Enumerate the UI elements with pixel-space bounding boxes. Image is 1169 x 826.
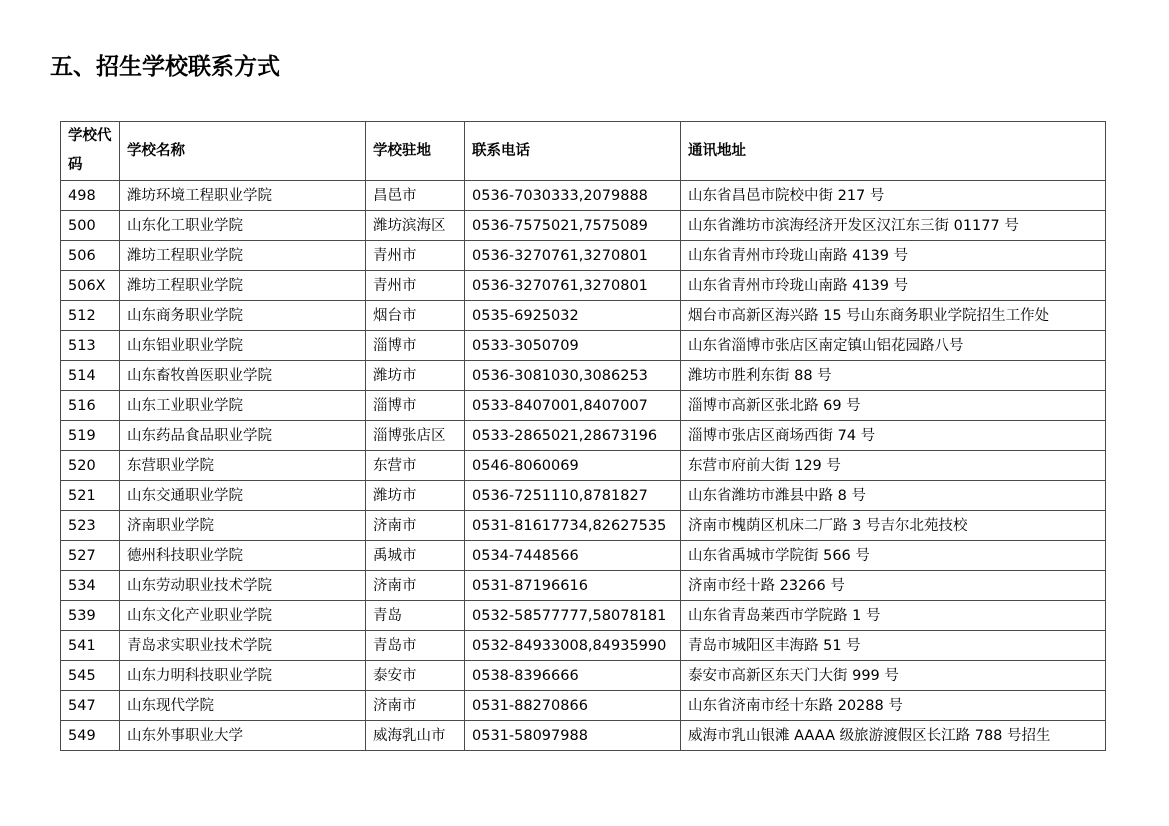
contact-phone-cell: 0536-3270761,3270801 — [465, 241, 681, 271]
school-location-cell: 淄博张店区 — [366, 421, 465, 451]
table-row — [61, 361, 1106, 391]
school-name-cell: 潍坊环境工程职业学院 — [120, 181, 366, 211]
table-row — [61, 331, 1106, 361]
school-location-cell: 青州市 — [366, 271, 465, 301]
mailing-address-cell: 山东省潍坊市潍县中路 8 号 — [681, 481, 1106, 511]
school-code-cell: 516 — [61, 391, 120, 421]
header-mailing-address: 通讯地址 — [681, 122, 1106, 181]
mailing-address-cell: 济南市槐荫区机床二厂路 3 号吉尔北苑技校 — [681, 511, 1106, 541]
contact-phone-cell: 0538-8396666 — [465, 661, 681, 691]
school-name-cell: 潍坊工程职业学院 — [120, 241, 366, 271]
table-body — [61, 181, 1106, 751]
school-name-cell: 山东工业职业学院 — [120, 391, 366, 421]
school-location-cell: 威海乳山市 — [366, 721, 465, 751]
table-row — [61, 301, 1106, 331]
school-code-cell: 514 — [61, 361, 120, 391]
contact-phone-cell: 0536-3270761,3270801 — [465, 271, 681, 301]
mailing-address-cell: 淄博市张店区商场西街 74 号 — [681, 421, 1106, 451]
table-row — [61, 181, 1106, 211]
school-code-cell: 527 — [61, 541, 120, 571]
table-row — [61, 661, 1106, 691]
school-name-cell: 山东交通职业学院 — [120, 481, 366, 511]
school-name-cell: 山东畜牧兽医职业学院 — [120, 361, 366, 391]
contact-phone-cell: 0532-84933008,84935990 — [465, 631, 681, 661]
school-name-cell: 东营职业学院 — [120, 451, 366, 481]
school-location-cell: 潍坊滨海区 — [366, 211, 465, 241]
mailing-address-cell: 威海市乳山银滩 AAAA 级旅游渡假区长江路 788 号招生 — [681, 721, 1106, 751]
table-row — [61, 721, 1106, 751]
contact-phone-cell: 0533-8407001,8407007 — [465, 391, 681, 421]
mailing-address-cell: 烟台市高新区海兴路 15 号山东商务职业学院招生工作处 — [681, 301, 1106, 331]
school-location-cell: 青岛市 — [366, 631, 465, 661]
mailing-address-cell: 潍坊市胜利东街 88 号 — [681, 361, 1106, 391]
school-code-cell: 520 — [61, 451, 120, 481]
school-location-cell: 潍坊市 — [366, 481, 465, 511]
school-name-cell: 山东文化产业职业学院 — [120, 601, 366, 631]
school-location-cell: 济南市 — [366, 511, 465, 541]
school-location-cell: 青州市 — [366, 241, 465, 271]
school-name-cell: 山东外事职业大学 — [120, 721, 366, 751]
table-header-row — [61, 122, 1106, 181]
table-row — [61, 211, 1106, 241]
table-row — [61, 571, 1106, 601]
mailing-address-cell: 山东省青州市玲珑山南路 4139 号 — [681, 241, 1106, 271]
mailing-address-cell: 青岛市城阳区丰海路 51 号 — [681, 631, 1106, 661]
contact-phone-cell: 0533-2865021,28673196 — [465, 421, 681, 451]
contact-phone-cell: 0534-7448566 — [465, 541, 681, 571]
table-row — [61, 691, 1106, 721]
mailing-address-cell: 山东省禹城市学院街 566 号 — [681, 541, 1106, 571]
contact-phone-cell: 0536-7030333,2079888 — [465, 181, 681, 211]
contact-phone-cell: 0535-6925032 — [465, 301, 681, 331]
table-row — [61, 541, 1106, 571]
school-location-cell: 东营市 — [366, 451, 465, 481]
school-location-cell: 济南市 — [366, 571, 465, 601]
school-location-cell: 淄博市 — [366, 391, 465, 421]
school-name-cell: 山东铝业职业学院 — [120, 331, 366, 361]
header-contact-phone: 联系电话 — [465, 122, 681, 181]
page-title: 五、招生学校联系方式 — [50, 54, 280, 80]
table-row — [61, 271, 1106, 301]
school-code-cell: 541 — [61, 631, 120, 661]
contact-phone-cell: 0533-3050709 — [465, 331, 681, 361]
school-name-cell: 潍坊工程职业学院 — [120, 271, 366, 301]
contact-phone-cell: 0536-7575021,7575089 — [465, 211, 681, 241]
school-name-cell: 山东药品食品职业学院 — [120, 421, 366, 451]
school-name-cell: 山东劳动职业技术学院 — [120, 571, 366, 601]
school-location-cell: 禹城市 — [366, 541, 465, 571]
school-code-cell: 547 — [61, 691, 120, 721]
school-location-cell: 淄博市 — [366, 331, 465, 361]
school-code-cell: 519 — [61, 421, 120, 451]
contact-phone-cell: 0531-87196616 — [465, 571, 681, 601]
table-row — [61, 421, 1106, 451]
mailing-address-cell: 泰安市高新区东天门大街 999 号 — [681, 661, 1106, 691]
mailing-address-cell: 济南市经十路 23266 号 — [681, 571, 1106, 601]
school-name-cell: 山东力明科技职业学院 — [120, 661, 366, 691]
mailing-address-cell: 淄博市高新区张北路 69 号 — [681, 391, 1106, 421]
table-row — [61, 601, 1106, 631]
school-code-cell: 506X — [61, 271, 120, 301]
mailing-address-cell: 山东省青岛莱西市学院路 1 号 — [681, 601, 1106, 631]
school-code-cell: 549 — [61, 721, 120, 751]
school-name-cell: 山东现代学院 — [120, 691, 366, 721]
contact-phone-cell: 0532-58577777,58078181 — [465, 601, 681, 631]
contact-phone-cell: 0536-3081030,3086253 — [465, 361, 681, 391]
school-code-cell: 521 — [61, 481, 120, 511]
school-code-cell: 513 — [61, 331, 120, 361]
school-location-cell: 济南市 — [366, 691, 465, 721]
mailing-address-cell: 山东省淄博市张店区南定镇山铝花园路八号 — [681, 331, 1106, 361]
table-row — [61, 481, 1106, 511]
mailing-address-cell: 山东省潍坊市滨海经济开发区汉江东三街 01177 号 — [681, 211, 1106, 241]
school-location-cell: 青岛 — [366, 601, 465, 631]
header-school-name: 学校名称 — [120, 122, 366, 181]
mailing-address-cell: 山东省青州市玲珑山南路 4139 号 — [681, 271, 1106, 301]
table-row — [61, 511, 1106, 541]
school-contact-table — [60, 121, 1106, 751]
school-location-cell: 潍坊市 — [366, 361, 465, 391]
school-name-cell: 济南职业学院 — [120, 511, 366, 541]
school-code-cell: 545 — [61, 661, 120, 691]
school-code-cell: 498 — [61, 181, 120, 211]
header-school-code: 学校代码 — [61, 122, 120, 181]
school-name-cell: 山东化工职业学院 — [120, 211, 366, 241]
contact-phone-cell: 0531-81617734,82627535 — [465, 511, 681, 541]
header-school-location: 学校驻地 — [366, 122, 465, 181]
table-row — [61, 241, 1106, 271]
table-row — [61, 391, 1106, 421]
mailing-address-cell: 山东省济南市经十东路 20288 号 — [681, 691, 1106, 721]
school-code-cell: 523 — [61, 511, 120, 541]
mailing-address-cell: 东营市府前大街 129 号 — [681, 451, 1106, 481]
school-location-cell: 泰安市 — [366, 661, 465, 691]
school-code-cell: 506 — [61, 241, 120, 271]
school-code-cell: 539 — [61, 601, 120, 631]
school-code-cell: 512 — [61, 301, 120, 331]
school-name-cell: 德州科技职业学院 — [120, 541, 366, 571]
contact-phone-cell: 0536-7251110,8781827 — [465, 481, 681, 511]
table-row — [61, 451, 1106, 481]
school-code-cell: 500 — [61, 211, 120, 241]
contact-phone-cell: 0546-8060069 — [465, 451, 681, 481]
contact-phone-cell: 0531-88270866 — [465, 691, 681, 721]
table-row — [61, 631, 1106, 661]
school-code-cell: 534 — [61, 571, 120, 601]
school-location-cell: 昌邑市 — [366, 181, 465, 211]
school-name-cell: 山东商务职业学院 — [120, 301, 366, 331]
school-name-cell: 青岛求实职业技术学院 — [120, 631, 366, 661]
mailing-address-cell: 山东省昌邑市院校中街 217 号 — [681, 181, 1106, 211]
contact-phone-cell: 0531-58097988 — [465, 721, 681, 751]
school-location-cell: 烟台市 — [366, 301, 465, 331]
